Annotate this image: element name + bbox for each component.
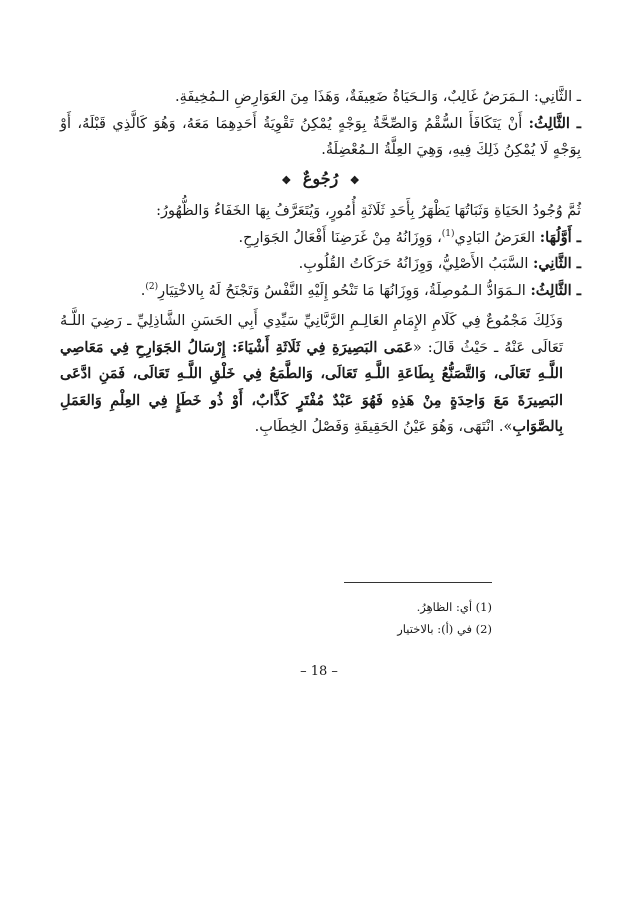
footnotes [200,596,492,640]
paragraph-first [60,225,581,252]
quote-text: عَمَى البَصِيرَةِ فِي ثَلَاثَةِ أَشْيَاءَ: إِرْسَالُ الجَوَارِحِ فِي مَعَاصِي اللَّـهِ تَعَالَى، وَالتَّصَنُّعُ بِطَاعَةِ اللَّـهِ تَعَالَى، وَالطَّمَعُ فِي خَلْقِ اللَّـهِ تَعَالَى، فَمَنِ ادَّعَى البَصِيرَةَ مَعَ وَاحِدَةٍ مِنْ هَذِهِ فَهُوَ عَبْدٌ مُفْتَرٍ كَذَّابٌ، أَوْ ذُو خَطَإٍ فِي العِلْمِ وَالعَمَلِ بِالصَّوَابِ [60,338,563,435]
footnote-ref-2: (2) [145,281,159,292]
paragraph-quote [60,308,581,441]
item-text: أَنْ يَتَكَافَأَ السُّقْمُ وَالصِّحَّةُ بِوَجْهٍ يُمْكِنُ تَقْوِيَةُ أَحَدِهِمَا مَعَهُ، وَهُوَ كَالَّذِي قَبْلَهُ، أَوْ بِوَجْهٍ لَا يُمْكِنُ ذَلِكَ فِيهِ، وَهِيَ العِلَّةُ الـمُعْضِلَةُ. [60,115,581,158]
item-label: ـ الثَّالِثُ: [528,114,582,132]
paragraph-third [60,278,581,305]
paragraph-intro: ثُمَّ وُجُودُ الحَيَاةِ وَثَبَاتُهَا يَظْهَرُ بِأَحَدِ ثَلَاثَةِ أُمُورٍ، وَيُتَعَرَّفُ بِهَا الخَفَاءُ وَالظُّهُورُ: [156,203,581,219]
paragraph-second [60,251,581,278]
star-ornament-icon: ❖ [349,173,360,187]
page-number: – 18 – [300,664,338,679]
quote-end: ». انْتَهَى، وَهُوَ عَيْنُ الحَقِيقَةِ وَفَصْلُ الخِطَابِ. [254,419,513,435]
section-title-text: رُجُوعٌ [302,168,339,188]
footnote-ref-1: (1) [441,228,455,239]
quote-intro: وَذَلِكَ مَجْمُوعٌ فِي كَلَامِ الإِمَامِ العَالِـمِ الرَّبَّانِيِّ سَيِّدِي أَبِي الحَسَنِ الشَّاذِلِيِّ ـ رَضِيَ اللَّـهُ تَعَالَى عَنْهُ ـ حَيْثُ قَالَ: « [60,313,563,356]
paragraph-second-cause: ـ الثَّانِي: الـمَرَضُ غَالِبٌ، وَالـحَيَاةُ ضَعِيفَةٌ، وَهَذَا مِنَ العَوَارِضِ الـمُخِيفَةِ. [175,89,581,105]
first-text-end: ، وَوِزَانُهُ مِنْ غَرَضِنَا أَفْعَالُ الجَوَارِحِ. [238,229,442,246]
star-ornament-icon: ❖ [281,173,292,187]
main-text [60,84,581,441]
footnote-divider [344,582,492,583]
third-label: ـ الثَّالِثُ: [530,281,581,299]
paragraph-third-cause [60,111,581,164]
first-label: ـ أَوَّلُهَا: [539,228,581,246]
second-text: السَّبَبُ الأَصْلِيُّ، وَوِزَانُهُ حَرَكَاتُ القُلُوبِ. [298,256,529,272]
footnote-2: (2) في (أ): بالاختيار [397,622,492,636]
footnote-1: (1) أي: الظاهِرُ. [416,600,492,614]
first-text: العَرَضُ البَادِي [454,229,536,246]
second-label: ـ الثَّانِي: [532,255,581,272]
third-text: الـمَوَادُّ الـمُوصِلَةُ، وَوِزَانُهَا مَا تَنْحُو إِلَيْهِ النَّفْسُ وَتَجْنَحُ لَهُ بِالاخْتِيَارِ [158,282,526,299]
section-title [60,166,581,195]
third-text-end: . [140,282,146,299]
